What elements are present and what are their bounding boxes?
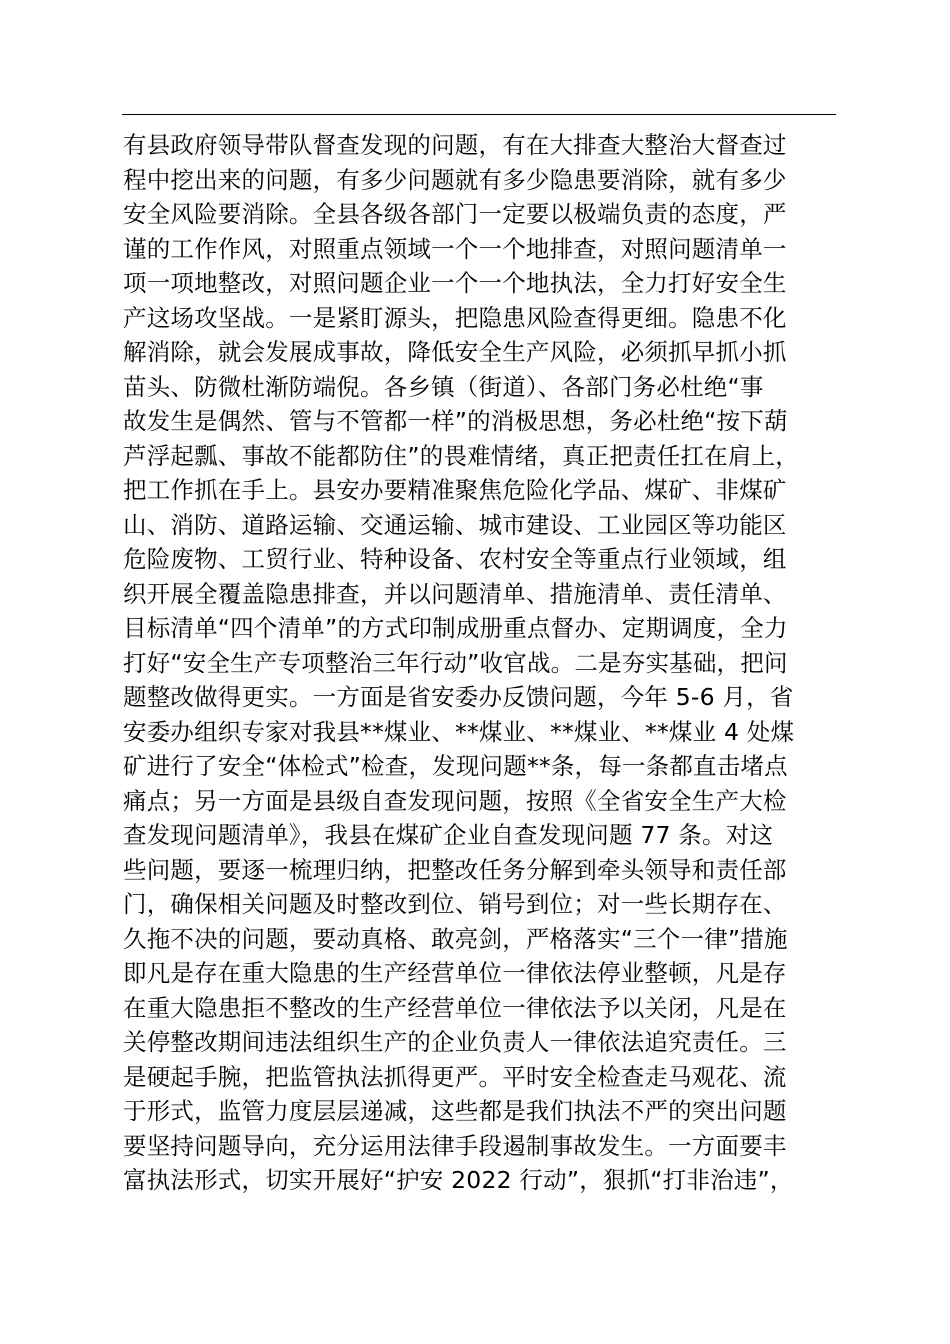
text-line: 在重大隐患拒不整改的生产经营单位一律依法予以关闭，凡是在 — [123, 993, 787, 1022]
text-line: 安委办组织专家对我县**煤业、**煤业、**煤业、**煤业 4 处煤 — [123, 717, 795, 746]
text-line: 解消除，就会发展成事故，降低安全生产风险，必须抓早抓小抓 — [123, 338, 787, 366]
text-line: 有县政府领导带队督查发现的问题，有在大排查大整治大督查过 — [123, 131, 787, 159]
text-line: 题整改做得更实。一方面是省安委办反馈问题，今年 5-6 月，省 — [123, 683, 794, 711]
text-line: 产这场攻坚战。一是紧盯源头，把隐患风险查得更细。隐患不化 — [123, 303, 787, 332]
text-line: 查发现问题清单》，我县在煤矿企业自查发现问题 77 条。对这 — [123, 821, 774, 849]
text-line: 芦浮起瓢、事故不能都防住”的畏难情绪，真正把责任扛在肩上， — [123, 441, 799, 470]
text-line: 苗头、防微杜渐防端倪。各乡镇（街道）、各部门务必杜绝“事 — [123, 372, 764, 401]
text-line: 是硬起手腕，把监管执法抓得更严。平时安全检查走马观花、流 — [123, 1062, 787, 1091]
text-line: 门，确保相关问题及时整改到位、销号到位；对一些长期存在、 — [123, 890, 787, 918]
text-line: 把工作抓在手上。县安办要精准聚焦危险化学品、煤矿、非煤矿 — [123, 476, 787, 504]
text-line: 程中挖出来的问题，有多少问题就有多少隐患要消除，就有多少 — [123, 165, 787, 194]
text-line: 谨的工作作风，对照重点领域一个一个地排查，对照问题清单一 — [123, 234, 787, 263]
text-line: 故发生是偶然、管与不管都一样”的消极思想，务必杜绝“按下葫 — [123, 407, 788, 435]
text-line: 即凡是存在重大隐患的生产经营单位一律依法停业整顿，凡是存 — [123, 959, 787, 987]
text-line: 安全风险要消除。全县各级各部门一定要以极端负责的态度，严 — [123, 200, 787, 228]
text-line: 危险废物、工贸行业、特种设备、农村安全等重点行业领域，组 — [123, 545, 787, 573]
text-line: 富执法形式，切实开展好“护安 2022 行动”，狠抓“打非治违”， — [123, 1166, 794, 1194]
text-line: 久拖不决的问题，要动真格、敢亮剑，严格落实“三个一律”措施 — [123, 924, 788, 953]
text-line: 些问题，要逐一梳理归纳，把整改任务分解到牵头领导和责任部 — [123, 855, 787, 884]
text-line: 关停整改期间违法组织生产的企业负责人一律依法追究责任。三 — [123, 1028, 787, 1056]
text-line: 项一项地整改，对照问题企业一个一个地执法，全力打好安全生 — [123, 269, 787, 297]
header-rule — [122, 114, 836, 115]
text-line: 织开展全覆盖隐患排查，并以问题清单、措施清单、责任清单、 — [123, 579, 787, 608]
text-line: 矿进行了安全“体检式”检查，发现问题**条，每一条都直击堵点 — [123, 752, 788, 780]
text-line: 痛点；另一方面是县级自查发现问题，按照《全省安全生产大检 — [123, 786, 787, 815]
text-line: 要坚持问题导向，充分运用法律手段遏制事故发生。一方面要丰 — [123, 1131, 787, 1160]
document-body — [123, 128, 843, 1198]
text-line: 于形式，监管力度层层递减，这些都是我们执法不严的突出问题 — [123, 1097, 787, 1125]
text-line: 目标清单“四个清单”的方式印制成册重点督办、定期调度，全力 — [123, 614, 788, 642]
text-line: 打好“安全生产专项整治三年行动”收官战。二是夯实基础，把问 — [123, 648, 788, 677]
text-line: 山、消防、道路运输、交通运输、城市建设、工业园区等功能区 — [123, 510, 787, 539]
